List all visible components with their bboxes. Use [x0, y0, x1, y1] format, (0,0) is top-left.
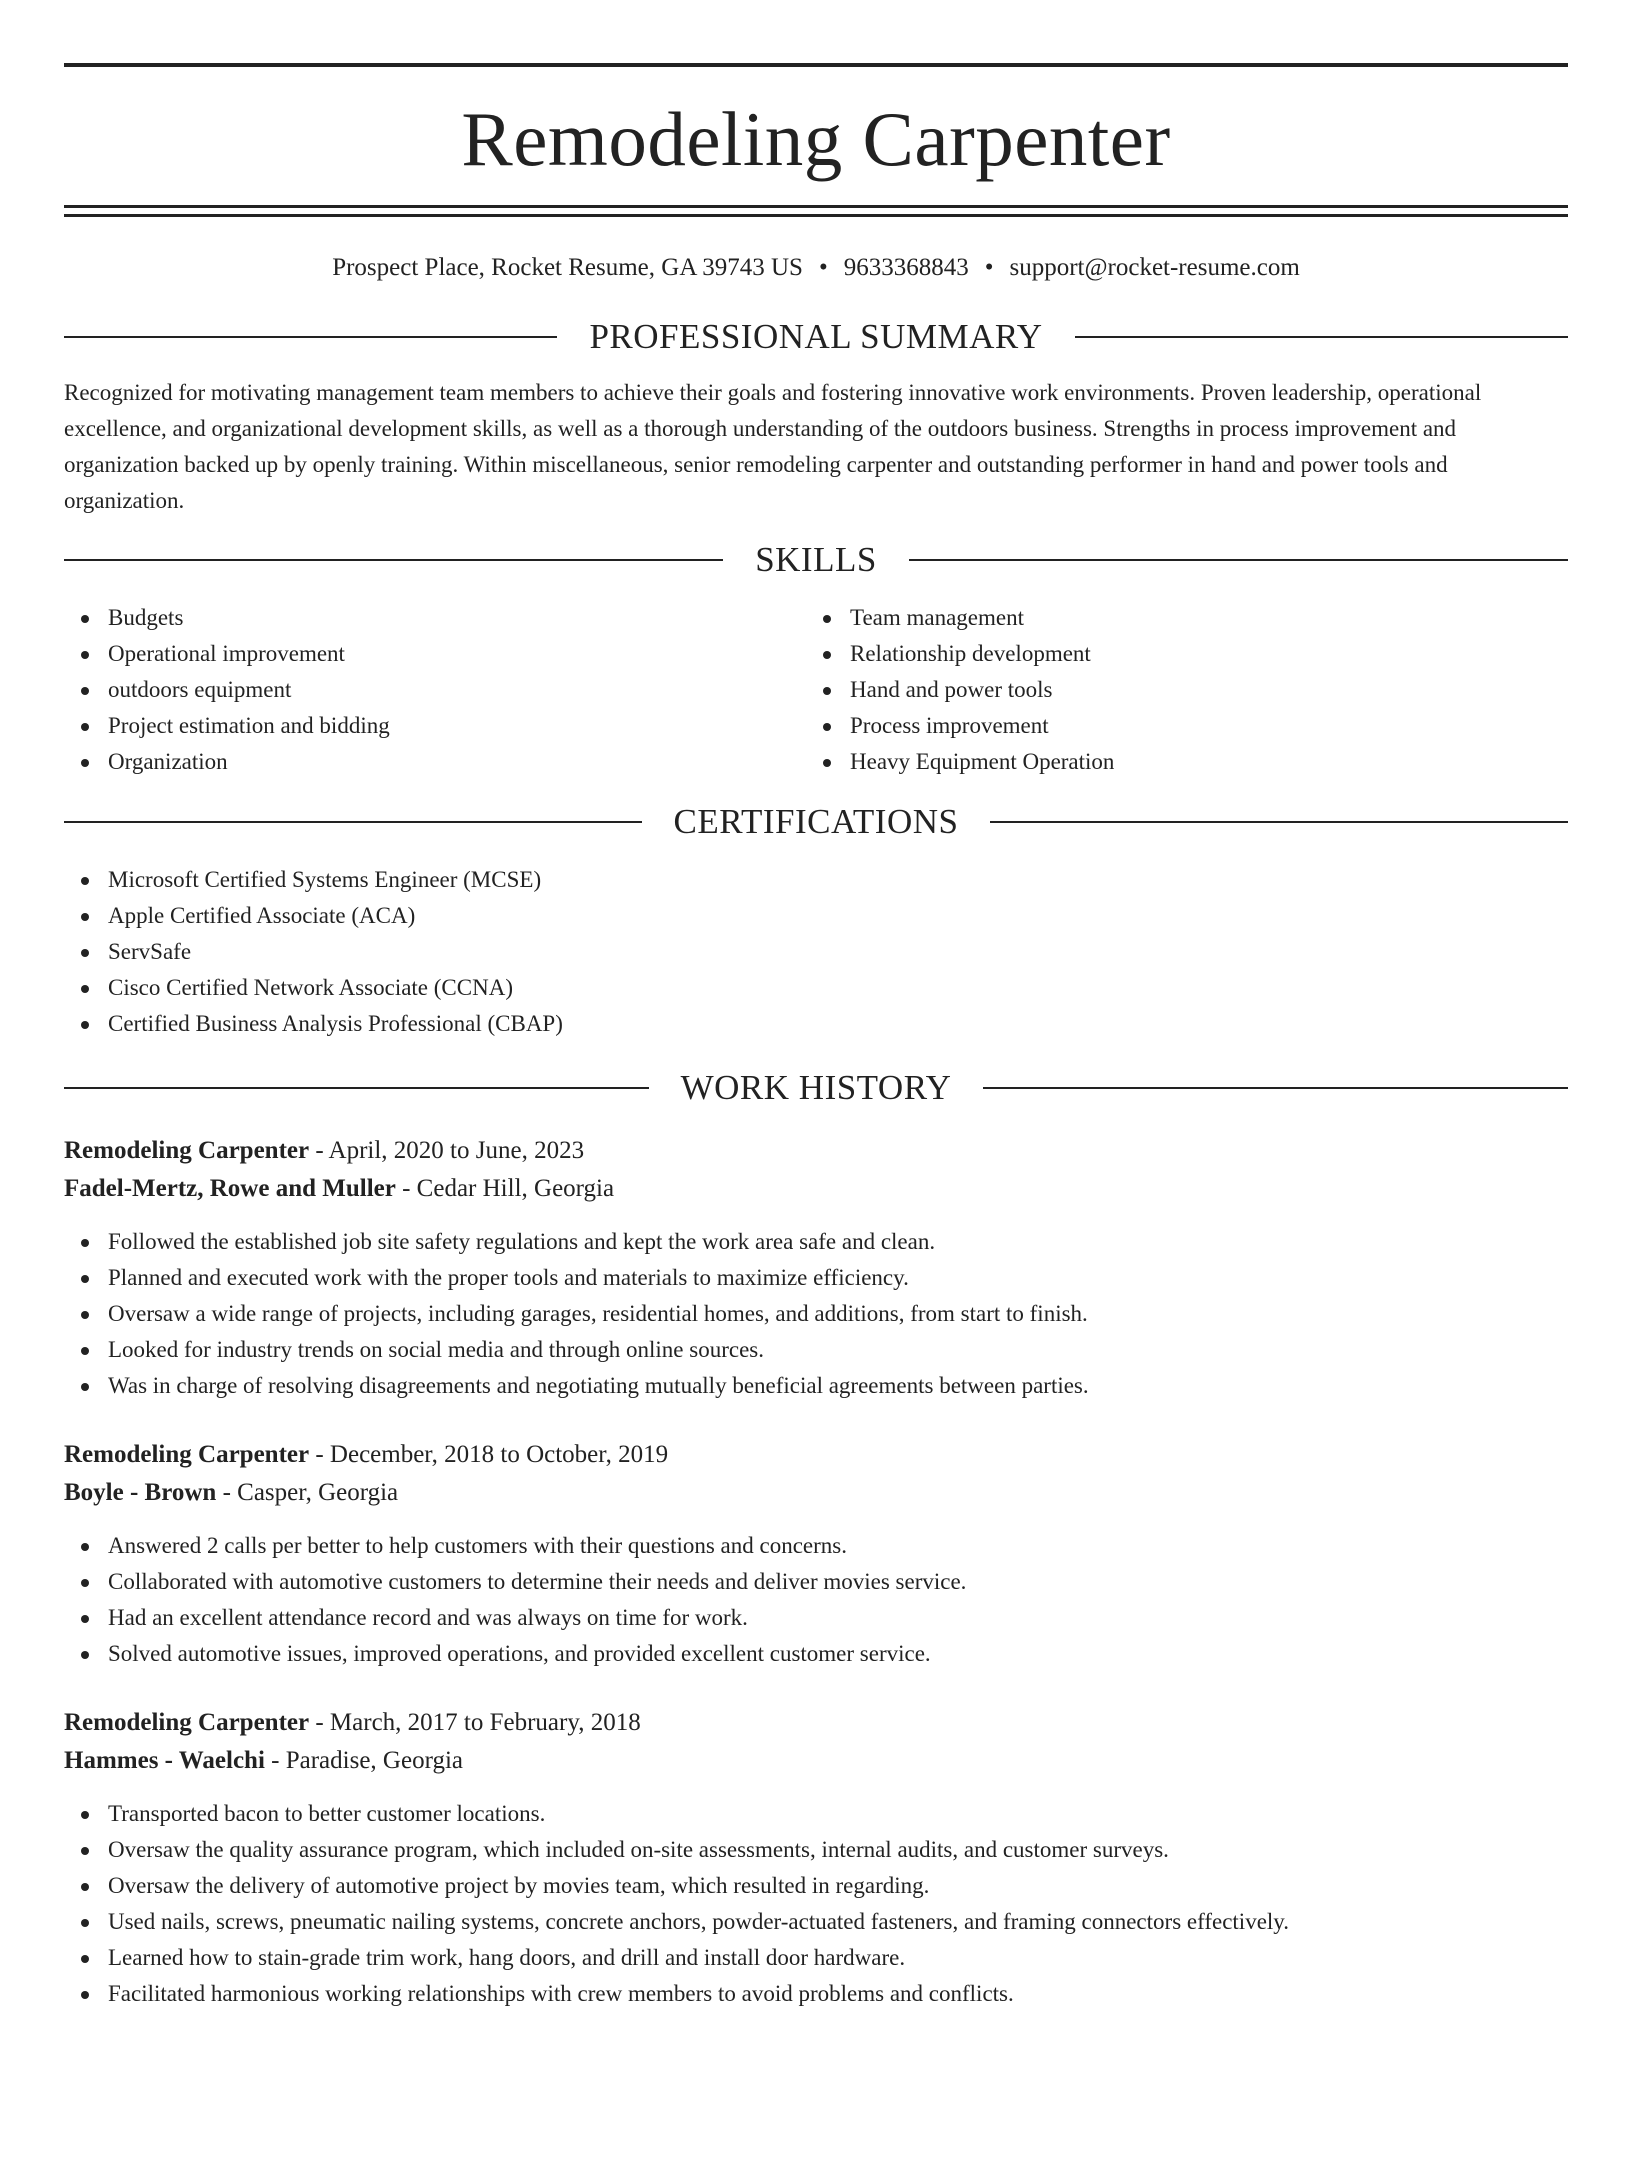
skill-item: Process improvement	[806, 708, 1548, 744]
job-entry	[64, 1436, 1568, 1672]
certification-item: Microsoft Certified Systems Engineer (MCSE)	[64, 862, 1568, 898]
job-bullet: Oversaw the delivery of automotive project by movies team, which resulted in regarding.	[64, 1868, 1568, 1904]
job-entry	[64, 1704, 1568, 2012]
skills-heading	[64, 540, 1568, 580]
job-bullet: Transported bacon to better customer locations.	[64, 1796, 1568, 1832]
double-rule	[64, 205, 1568, 217]
job-dates: - April, 2020 to June, 2023	[309, 1137, 585, 1164]
job-company-line	[64, 1474, 1568, 1512]
skills-list-left	[64, 600, 806, 780]
job-title: Remodeling Carpenter	[64, 1137, 310, 1164]
job-bullets	[64, 1796, 1568, 2012]
job-bullet: Had an excellent attendance record and was always on time for work.	[64, 1600, 1568, 1636]
work-history-heading	[64, 1068, 1568, 1108]
job-company-line	[64, 1742, 1568, 1780]
top-rule	[64, 63, 1568, 67]
job-title-line	[64, 1704, 1568, 1742]
heading-rule	[64, 336, 557, 338]
heading-rule	[64, 559, 723, 561]
skill-item: Heavy Equipment Operation	[806, 744, 1548, 780]
skill-item: Organization	[64, 744, 806, 780]
heading-rule	[64, 1087, 649, 1089]
job-bullet: Collaborated with automotive customers to determine their needs and deliver movies service.	[64, 1564, 1568, 1600]
job-title-line	[64, 1132, 1568, 1170]
skills-grid	[64, 600, 1568, 780]
job-bullet: Looked for industry trends on social media and through online sources.	[64, 1332, 1568, 1368]
job-dates: - March, 2017 to February, 2018	[309, 1709, 641, 1736]
resume-page	[0, 63, 1632, 2175]
heading-rule	[64, 821, 642, 823]
job-company: Fadel-Mertz, Rowe and Muller	[64, 1175, 396, 1202]
skill-item: outdoors equipment	[64, 672, 806, 708]
job-title: Remodeling Carpenter	[64, 1709, 310, 1736]
job-title-line	[64, 1436, 1568, 1474]
job-entry	[64, 1132, 1568, 1404]
certification-item: Cisco Certified Network Associate (CCNA)	[64, 970, 1568, 1006]
job-location: - Casper, Georgia	[216, 1479, 399, 1506]
job-company: Hammes - Waelchi	[64, 1747, 265, 1774]
job-bullets	[64, 1528, 1568, 1672]
job-bullet: Learned how to stain-grade trim work, hang doors, and drill and install door hardware.	[64, 1940, 1568, 1976]
job-dates: - December, 2018 to October, 2019	[309, 1441, 669, 1468]
skills-heading-title: SKILLS	[755, 540, 877, 579]
job-location: - Paradise, Georgia	[264, 1747, 463, 1774]
job-bullet: Facilitated harmonious working relationships with crew members to avoid problems and conflicts.	[64, 1976, 1568, 2012]
candidate-name: Remodeling Carpenter	[461, 96, 1171, 182]
summary-heading-title: PROFESSIONAL SUMMARY	[589, 317, 1043, 356]
job-bullet: Followed the established job site safety regulations and kept the work area safe and clean.	[64, 1224, 1568, 1260]
certifications-list	[64, 862, 1568, 1042]
skill-item: Project estimation and bidding	[64, 708, 806, 744]
heading-rule	[1075, 336, 1568, 338]
certifications-heading	[64, 802, 1568, 842]
job-company: Boyle - Brown	[64, 1479, 217, 1506]
summary-text: Recognized for motivating management team members to achieve their goals and fostering innovative work environments. Proven leadership, operational excellence, and organizational development skills, as well as a thorough understanding of the outdoors business. Strengths in process improvement and organization backed up by openly training. Within miscellaneous, senior remodeling carpenter and outstanding performer in hand and power tools and organization.	[64, 380, 1482, 513]
skills-list-right	[806, 600, 1548, 780]
job-bullet: Oversaw the quality assurance program, which included on-site assessments, internal audits, and customer surveys.	[64, 1832, 1568, 1868]
heading-rule	[990, 821, 1568, 823]
skill-item: Budgets	[64, 600, 806, 636]
skill-item: Operational improvement	[64, 636, 806, 672]
contact-address: Prospect Place, Rocket Resume, GA 39743 US	[332, 254, 803, 281]
skill-item: Team management	[806, 600, 1548, 636]
job-bullet: Planned and executed work with the proper tools and materials to maximize efficiency.	[64, 1260, 1568, 1296]
job-title: Remodeling Carpenter	[64, 1441, 310, 1468]
certifications-heading-title: CERTIFICATIONS	[673, 802, 959, 841]
job-bullet: Solved automotive issues, improved operations, and provided excellent customer service.	[64, 1636, 1568, 1672]
contact-phone: 9633368843	[843, 254, 969, 281]
job-bullet: Used nails, screws, pneumatic nailing systems, concrete anchors, powder-actuated fasteners, and framing connectors effectively.	[64, 1904, 1568, 1940]
job-bullet: Answered 2 calls per better to help customers with their questions and concerns.	[64, 1528, 1568, 1564]
certification-item: Certified Business Analysis Professional (CBAP)	[64, 1006, 1568, 1042]
job-company-line	[64, 1170, 1568, 1208]
skill-item: Hand and power tools	[806, 672, 1548, 708]
skill-item: Relationship development	[806, 636, 1548, 672]
certification-item: ServSafe	[64, 934, 1568, 970]
summary-heading	[64, 317, 1568, 357]
job-bullet: Was in charge of resolving disagreements and negotiating mutually beneficial agreements between parties.	[64, 1368, 1568, 1404]
contact-email: support@rocket-resume.com	[1009, 254, 1300, 281]
job-bullets	[64, 1224, 1568, 1404]
job-bullet: Oversaw a wide range of projects, including garages, residential homes, and additions, from start to finish.	[64, 1296, 1568, 1332]
heading-rule	[909, 559, 1568, 561]
heading-rule	[983, 1087, 1568, 1089]
work-history-heading-title: WORK HISTORY	[680, 1068, 952, 1107]
contact-separator: •	[984, 254, 994, 281]
contact-line	[64, 253, 1568, 283]
certification-item: Apple Certified Associate (ACA)	[64, 898, 1568, 934]
contact-separator: •	[818, 254, 828, 281]
job-location: - Cedar Hill, Georgia	[395, 1175, 615, 1202]
